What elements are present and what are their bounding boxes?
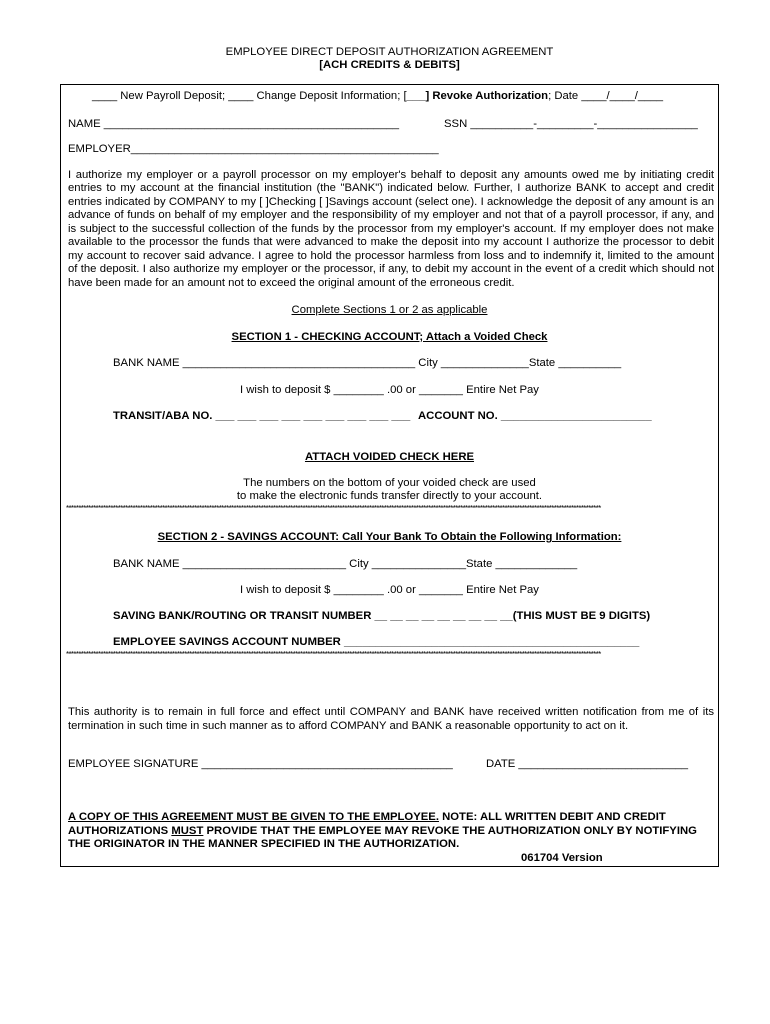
must-emphasis: MUST [171, 825, 204, 837]
new-payroll-option[interactable]: ____ New Payroll Deposit; ____ Change Deposit Information; [ [92, 90, 407, 102]
revoke-date-field[interactable]: ; Date ____/____/____ [548, 90, 664, 102]
section-separator: ************************************************************************************************************************************************************************************************************************* [66, 505, 601, 513]
copy-notice: A COPY OF THIS AGREEMENT MUST BE GIVEN TO THE EMPLOYEE. [68, 811, 439, 823]
section1-bank-name-field[interactable]: BANK NAME _____________________________________ City ______________State __________ [113, 357, 622, 369]
authorization-paragraph: I authorize my employer or a payroll processor on my employer's behalf to deposit any amounts owed me by initiating credit entries to my account at the financial institution (the "BANK") indicated below. Further, I authorize BANK to accept and credit entries indicated by COMPANY to my [ ]Checking [ ]Savings account (select one). I acknowledge the deposit of any amount is an advance of funds on behalf of my employer and the responsibility of my employer and not that of a payroll processor, if any, and is subject to the successful collection of the funds by the processor from my employer's account. If my employer does not make available to the processor the funds that were advanced to make the deposit into my account I authorize the processor to debit my account to recover said advance. I agree to hold the processor harmless from loss and to indemnify it, limited to the amount of the deposit. I also authorize my employer or the processor, if any, to debit my account in the event of a credit which should not have been made for an amount not to exceed the original amount of the erroneous credit. [68, 169, 714, 289]
name-field[interactable]: NAME _______________________________________________ [68, 118, 400, 130]
revoke-text: PROVIDE THAT THE EMPLOYEE MAY REVOKE THE AUTHORIZATION ONLY BY NOTIFYING [203, 825, 697, 837]
voided-check-note-line2: to make the electronic funds transfer directly to your account. [236, 490, 543, 502]
attach-voided-check-label: ATTACH VOIDED CHECK HERE [304, 451, 475, 463]
document-title: EMPLOYEE DIRECT DEPOSIT AUTHORIZATION AGREEMENT [225, 46, 554, 58]
signature-date-field[interactable]: DATE ___________________________ [486, 758, 689, 770]
voided-check-note-line1: The numbers on the bottom of your voided check are used [243, 477, 536, 489]
savings-routing-number-field[interactable]: SAVING BANK/ROUTING OR TRANSIT NUMBER __ __ __ __ __ __ __ __ __(THIS MUST BE 9 DIGITS) [113, 610, 651, 622]
footer-notice-line1 [68, 811, 666, 824]
checking-account-number-field[interactable]: ACCOUNT NO. ________________________ [418, 410, 652, 422]
revoke-authorization-option[interactable]: ___] Revoke Authorization [406, 90, 549, 102]
authority-paragraph: This authority is to remain in full force and effect until COMPANY and BANK have received written notification from me of its termination in such time in such manner as to afford COMPANY and BANK a reasonable opportunity to act on it. [68, 706, 714, 732]
section-separator: ************************************************************************************************************************************************************************************************************************* [66, 651, 601, 659]
footer-notice-line2 [68, 825, 697, 838]
employee-savings-account-field[interactable]: EMPLOYEE SAVINGS ACCOUNT NUMBER _______________________________________________ [113, 636, 640, 648]
version-label: 061704 Version [521, 852, 603, 864]
employer-field[interactable]: EMPLOYER_________________________________________________ [68, 143, 439, 155]
document-subtitle: [ACH CREDITS & DEBITS] [319, 59, 460, 71]
authorizations-text: AUTHORIZATIONS [68, 825, 172, 837]
section1-title: SECTION 1 - CHECKING ACCOUNT; Attach a Voided Check [231, 331, 548, 343]
employee-signature-field[interactable]: EMPLOYEE SIGNATURE ________________________________________ [68, 758, 453, 770]
section2-bank-name-field[interactable]: BANK NAME __________________________ City _______________State _____________ [113, 558, 578, 570]
section2-deposit-amount-field[interactable]: I wish to deposit $ ________ .00 or _______ Entire Net Pay [240, 584, 539, 596]
deposit-options-line[interactable] [92, 90, 663, 103]
section1-deposit-amount-field[interactable]: I wish to deposit $ ________ .00 or _______ Entire Net Pay [240, 384, 539, 396]
footer-notice-line3: THE ORIGINATOR IN THE MANNER SPECIFIED IN THE AUTHORIZATION. [68, 838, 460, 850]
section2-title: SECTION 2 - SAVINGS ACCOUNT: Call Your Bank To Obtain the Following Information: [157, 531, 622, 543]
ssn-field[interactable]: SSN __________-_________-________________ [444, 118, 698, 130]
complete-sections-note: Complete Sections 1 or 2 as applicable [291, 304, 488, 316]
note-start: NOTE: ALL WRITTEN DEBIT AND CREDIT [438, 811, 666, 823]
transit-aba-field[interactable]: TRANSIT/ABA NO. ___ ___ ___ ___ ___ ___ ___ ___ ___ [113, 410, 411, 422]
